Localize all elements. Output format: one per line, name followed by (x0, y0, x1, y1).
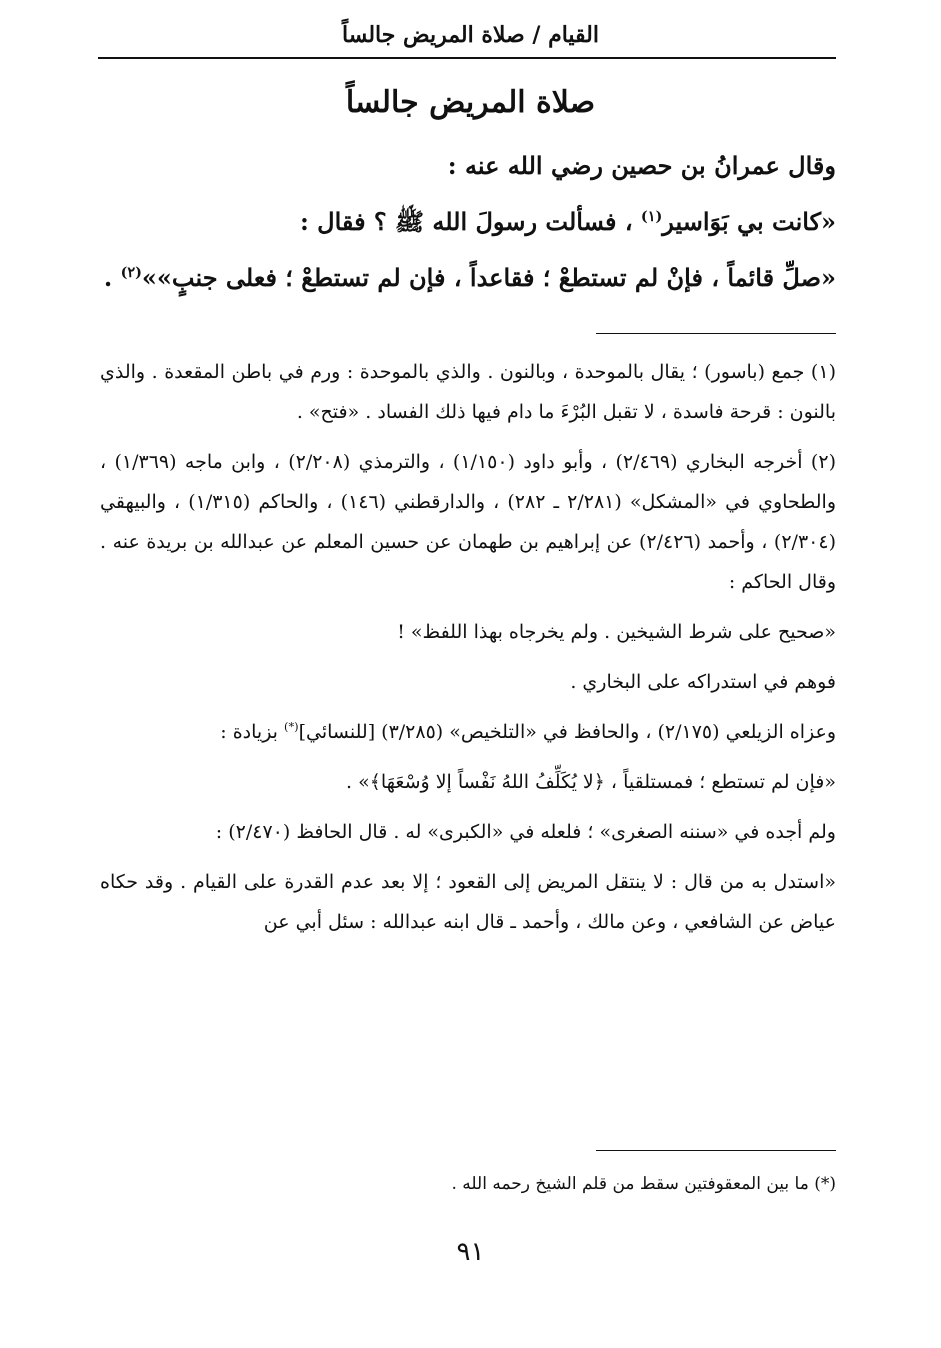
footnote-quote-2: «فإن لم تستطع ؛ فمستلقياً ، ﴿لا يُكَلِّفُ اللهُ نَفْساً إلا وُسْعَهَا﴾» . (346, 771, 836, 793)
header-rule (98, 57, 836, 59)
main-line-1: وقال عمرانُ بن حصين رضي الله عنه : (447, 151, 836, 180)
running-head: القيام / صلاة المريض جالساً (342, 22, 599, 48)
main-line-2-rest: ، فسألت رسولَ الله ﷺ ؟ فقال : (299, 207, 641, 236)
footnote-ref-2: (٢) (120, 264, 142, 281)
main-line-3-text: «صلِّ قائماً ، فإنْ لم تستطعْ ؛ فقاعداً ، فإن لم تستطعْ ؛ فعلى جنبٍ»» (141, 263, 836, 292)
star-mark: (*) (284, 719, 299, 734)
section-title: صلاة المريض جالساً (345, 85, 596, 120)
main-line-3-end: . (103, 263, 121, 292)
main-line-3 (100, 258, 836, 298)
footnote-2: (٢) أخرجه البخاري (٢/٤٦٩) ، وأبو داود (١/١٥٠) ، والترمذي (٢/٢٠٨) ، وابن ماجه (١/٣٦٩) ، والطحاوي في «المشكل» (٢/٢٨١ ـ ٢٨٢) ، والدارقطني (١٤٦) ، والحاكم (١/٣١٥) ، والبيهقي (٢/٣٠٤) ، وأحمد (٢/٤٢٦) عن إبراهيم بن طهمان عن حسين المعلم عن عبدالله بن بريدة عنه . وقال الحاكم : (100, 451, 836, 593)
footnote-para-1: فوهم في استدراكه على البخاري . (570, 671, 836, 693)
star-note-separator (596, 1150, 836, 1151)
footnote-para-4: «استدل به من قال : لا ينتقل المريض إلى القعود ؛ إلا بعد عدم القدرة على القيام . وقد حكاه عياض عن الشافعي ، وعن مالك ، وأحمد ـ قال ابنه عبدالله : سئل أبي عن (100, 871, 836, 933)
footnote-para-2-text: وعزاه الزيلعي (٢/١٧٥) ، والحافظ في «التلخيص» (٣/٢٨٥) [للنسائي] (298, 721, 836, 743)
main-line-2 (100, 202, 836, 242)
footnote-para-3: ولم أجده في «سننه الصغرى» ؛ فلعله في «الكبرى» له . قال الحافظ (٢/٤٧٠) : (215, 821, 836, 843)
footnote-separator (596, 333, 836, 334)
main-line-2-text: «كانت بي بَوَاسير (662, 207, 836, 236)
footnote-para-2 (100, 712, 836, 752)
main-text (100, 146, 836, 314)
footnotes (100, 352, 836, 952)
star-note: (*) ما بين المعقوفتين سقط من قلم الشيخ رحمه الله . (451, 1174, 836, 1194)
footnote-para-2-end: بزيادة : (220, 721, 285, 743)
footnote-ref-1: (١) (640, 208, 663, 225)
footnote-1: (١) جمع (باسور) ؛ يقال بالموحدة ، وبالنون . والذي بالموحدة : ورم في باطن المقعدة . والذي بالنون : قرحة فاسدة ، لا تقبل البُرْءَ ما دام فيها ذلك الفساد . «فتح» . (100, 361, 836, 423)
footnote-quote-1: «صحيح على شرط الشيخين . ولم يخرجاه بهذا اللفظ» ! (397, 621, 836, 643)
page-number: ٩١ (456, 1237, 485, 1267)
